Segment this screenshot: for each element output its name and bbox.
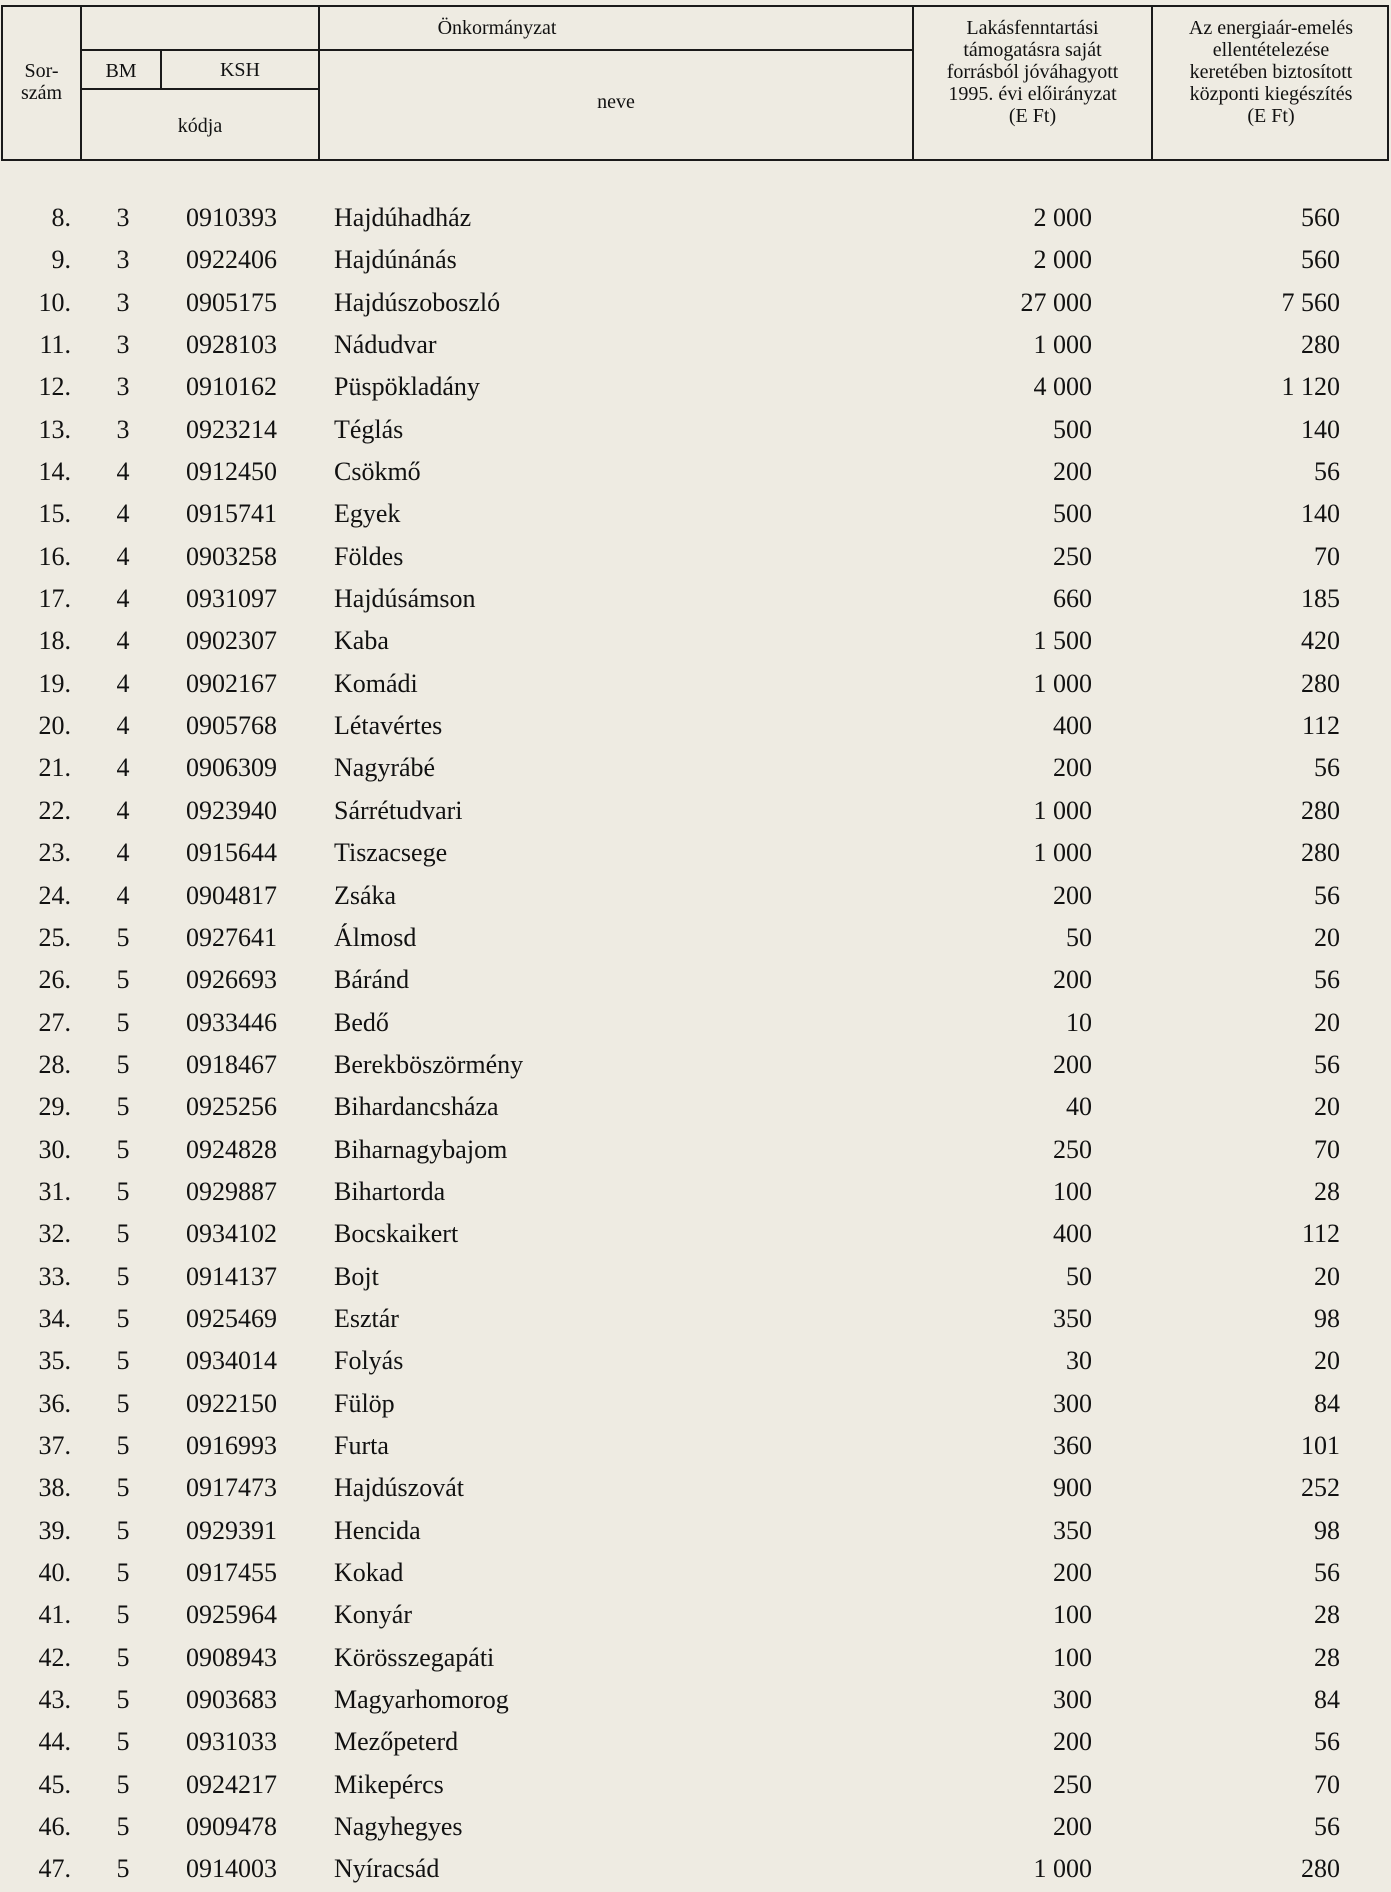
energy-compensation-amount: 185 [1301,584,1340,614]
table-row [0,705,1391,747]
ksh-code: 0915741 [186,499,277,529]
row-number: 25. [38,922,71,952]
energy-compensation-amount: 1 120 [1281,372,1340,402]
ksh-code: 0924217 [186,1769,277,1799]
row-number: 36. [38,1388,71,1418]
bm-code: 3 [116,372,130,402]
energy-compensation-amount: 112 [1301,711,1340,741]
row-number: 47. [38,1854,71,1884]
bm-code: 4 [116,880,130,910]
energy-compensation-amount: 280 [1301,838,1340,868]
energy-compensation-amount: 20 [1314,1261,1340,1291]
bm-code: 5 [116,1515,130,1545]
bm-code: 4 [116,499,130,529]
bm-code: 4 [116,753,130,783]
row-number: 31. [38,1176,71,1206]
bm-code: 4 [116,668,130,698]
housing-support-amount: 200 [1053,753,1092,783]
row-number: 14. [38,457,71,487]
energy-compensation-amount: 56 [1314,1727,1340,1757]
housing-support-amount: 100 [1053,1600,1092,1630]
municipality-name: Magyarhomorog [334,1685,509,1715]
housing-support-amount: 200 [1053,1558,1092,1587]
table-row [0,1679,1391,1721]
header-neve: neve [597,91,635,113]
municipality-name: Bocskaikert [334,1219,459,1249]
row-number: 41. [38,1600,71,1630]
energy-compensation-amount: 56 [1314,880,1340,910]
bm-code: 4 [116,626,130,656]
row-number: 40. [38,1558,71,1587]
municipality-name: Körösszegapáti [334,1642,495,1672]
energy-compensation-amount: 56 [1314,965,1340,995]
row-number: 20. [38,711,71,741]
energy-compensation-amount: 70 [1314,1769,1340,1799]
municipality-name: Egyek [334,499,401,529]
header-lakas: Lakásfenntartási támogatásra saját forrásból jóváhagyott 1995. évi előirányzat (E Ft) [946,17,1119,127]
table-row [0,620,1391,662]
table-row [0,282,1391,324]
row-number: 30. [38,1134,71,1164]
energy-compensation-amount: 98 [1314,1515,1340,1545]
municipality-name: Zsáka [334,880,397,910]
row-number: 11. [39,330,71,360]
municipality-name: Kaba [334,626,389,656]
bm-code: 4 [116,541,130,571]
housing-support-amount: 300 [1053,1388,1092,1418]
energy-compensation-amount: 20 [1314,1007,1340,1037]
ksh-code: 0905768 [186,711,277,741]
ksh-code: 0906309 [186,753,277,783]
municipality-name: Csökmő [334,457,421,487]
energy-compensation-amount: 56 [1314,1812,1340,1842]
energy-compensation-amount: 28 [1314,1176,1340,1206]
header-energia: Az energiaár-emelés ellentételezése keretében biztosított központi kiegészítés (E Ft) [1188,17,1354,127]
ksh-code: 0925469 [186,1303,277,1333]
energy-compensation-amount: 280 [1301,795,1340,825]
header-sorszam: Sor- szám [20,60,63,104]
housing-support-amount: 250 [1053,1134,1092,1164]
table-row [0,747,1391,789]
bm-code: 5 [116,1600,130,1630]
housing-support-amount: 1 000 [1033,668,1092,698]
municipality-name: Földes [334,541,404,571]
energy-compensation-amount: 20 [1314,922,1340,952]
row-number: 24. [38,880,71,910]
energy-compensation-amount: 56 [1314,753,1340,783]
table-row [0,1848,1391,1890]
table-row [0,1806,1391,1848]
row-number: 12. [38,372,71,402]
table-body [0,197,1391,1891]
housing-support-amount: 10 [1066,1007,1092,1037]
bm-code: 5 [116,1007,130,1037]
ksh-code: 0902307 [186,626,277,656]
bm-code: 5 [116,1049,130,1079]
table-row [0,663,1391,705]
bm-code: 5 [116,1176,130,1206]
bm-code: 4 [116,838,130,868]
bm-code: 5 [116,1812,130,1842]
ksh-code: 0931033 [186,1727,277,1757]
ksh-code: 0925256 [186,1092,277,1122]
table-row [0,366,1391,408]
ksh-code: 0929391 [186,1515,277,1545]
header-kodja: kódja [177,115,223,137]
table-row [0,875,1391,917]
housing-support-amount: 40 [1066,1092,1092,1122]
ksh-code: 0917473 [186,1473,277,1503]
row-number: 15. [38,499,71,529]
bm-code: 4 [116,457,130,487]
energy-compensation-amount: 252 [1301,1473,1340,1503]
housing-support-amount: 350 [1053,1515,1092,1545]
housing-support-amount: 200 [1053,880,1092,910]
table-row [0,1086,1391,1128]
housing-support-amount: 30 [1066,1346,1092,1376]
municipality-name: Hajdúhadház [334,203,472,232]
municipality-name: Mikepércs [334,1769,444,1799]
row-number: 9. [51,245,71,275]
row-number: 27. [38,1007,71,1037]
bm-code: 3 [116,245,130,275]
energy-compensation-amount: 56 [1314,457,1340,487]
row-number: 28. [38,1049,71,1079]
municipality-name: Tiszacsege [334,838,448,868]
row-number: 17. [38,584,71,614]
row-number: 45. [38,1769,71,1799]
ksh-code: 0924828 [186,1134,277,1164]
bm-code: 5 [116,1219,130,1249]
municipality-name: Sárrétudvari [334,795,463,825]
housing-support-amount: 27 000 [1020,287,1092,317]
energy-compensation-amount: 420 [1301,626,1340,656]
ksh-code: 0927641 [186,922,277,952]
municipality-name: Hajdúszovát [334,1473,464,1503]
ksh-code: 0928103 [186,330,277,360]
municipality-name: Furta [334,1430,389,1460]
housing-support-amount: 400 [1053,1219,1092,1249]
housing-support-amount: 250 [1053,1769,1092,1799]
municipality-name: Mezőpeterd [334,1727,459,1757]
table-row [0,959,1391,1001]
municipality-name: Hajdúnánás [334,245,457,275]
municipality-name: Bedő [334,1007,389,1037]
ksh-code: 0933446 [186,1007,277,1037]
energy-compensation-amount: 280 [1301,1854,1340,1884]
header-ksh: KSH [219,59,260,81]
row-number: 19. [38,668,71,698]
ksh-code: 0918467 [186,1049,277,1079]
ksh-code: 0931097 [186,584,277,614]
table-row [0,1594,1391,1636]
energy-compensation-amount: 98 [1314,1303,1340,1333]
housing-support-amount: 200 [1053,1049,1092,1079]
housing-support-amount: 50 [1066,1261,1092,1291]
ksh-code: 0902167 [186,668,277,698]
energy-compensation-amount: 70 [1314,1134,1340,1164]
bm-code: 5 [116,922,130,952]
energy-compensation-amount: 112 [1301,1219,1340,1249]
housing-support-amount: 1 500 [1033,626,1092,656]
municipality-name: Nagyrábé [334,753,436,783]
table-header [1,5,1389,161]
municipality-name: Létavértes [334,711,443,741]
housing-support-amount: 100 [1053,1176,1092,1206]
table-row [0,197,1391,239]
municipality-name: Téglás [334,414,404,444]
ksh-code: 0923214 [186,414,277,444]
housing-support-amount: 200 [1053,1727,1092,1757]
bm-code: 3 [116,414,130,444]
housing-support-amount: 50 [1066,922,1092,952]
table-row [0,1298,1391,1340]
housing-support-amount: 350 [1053,1303,1092,1333]
housing-support-amount: 400 [1053,711,1092,741]
row-number: 18. [38,626,71,656]
ksh-code: 0903258 [186,541,277,571]
energy-compensation-amount: 140 [1301,499,1340,529]
energy-compensation-amount: 56 [1314,1558,1340,1587]
housing-support-amount: 2 000 [1033,203,1092,232]
bm-code: 3 [116,287,130,317]
row-number: 39. [38,1515,71,1545]
bm-code: 5 [116,1642,130,1672]
municipality-name: Hajdúszoboszló [334,287,501,317]
municipality-name: Kokad [334,1558,404,1587]
table-row [0,536,1391,578]
housing-support-amount: 500 [1053,414,1092,444]
row-number: 23. [38,838,71,868]
ksh-code: 0929887 [186,1176,277,1206]
table-row [0,239,1391,281]
row-number: 43. [38,1685,71,1715]
table-row [0,409,1391,451]
row-number: 37. [38,1430,71,1460]
housing-support-amount: 250 [1053,541,1092,571]
municipality-name: Nádudvar [334,330,437,360]
row-number: 21. [38,753,71,783]
municipality-name: Hencida [334,1515,421,1545]
row-number: 42. [38,1642,71,1672]
ksh-code: 0916993 [186,1430,277,1460]
energy-compensation-amount: 84 [1314,1685,1340,1715]
row-number: 44. [38,1727,71,1757]
municipality-name: Konyár [334,1600,412,1630]
table-row [0,790,1391,832]
municipality-name: Esztár [334,1303,399,1333]
municipality-name: Nagyhegyes [334,1812,463,1842]
housing-support-amount: 900 [1053,1473,1092,1503]
ksh-code: 0914137 [186,1261,277,1291]
ksh-code: 0923940 [186,795,277,825]
bm-code: 5 [116,1134,130,1164]
municipality-name: Bihartorda [334,1176,446,1206]
bm-code: 5 [116,1769,130,1799]
ksh-code: 0926693 [186,965,277,995]
energy-compensation-amount: 7 560 [1281,287,1340,317]
bm-code: 5 [116,1558,130,1587]
header-onkormanyzat: Önkormányzat [437,17,557,39]
municipality-name: Berekböszörmény [334,1049,524,1079]
energy-compensation-amount: 20 [1314,1346,1340,1376]
row-number: 32. [38,1219,71,1249]
table-row [0,1340,1391,1382]
energy-compensation-amount: 70 [1314,541,1340,571]
table-row [0,1721,1391,1763]
ksh-code: 0934014 [186,1346,277,1376]
row-number: 34. [38,1303,71,1333]
housing-support-amount: 200 [1053,457,1092,487]
row-number: 16. [38,541,71,571]
energy-compensation-amount: 28 [1314,1600,1340,1630]
bm-code: 5 [116,1388,130,1418]
energy-compensation-amount: 560 [1301,203,1340,232]
table-row [0,1425,1391,1467]
municipality-name: Bojt [334,1261,379,1291]
energy-compensation-amount: 56 [1314,1049,1340,1079]
bm-code: 5 [116,1854,130,1884]
energy-compensation-amount: 28 [1314,1642,1340,1672]
bm-code: 4 [116,795,130,825]
bm-code: 5 [116,1685,130,1715]
ksh-code: 0912450 [186,457,277,487]
table-row [0,1764,1391,1806]
housing-support-amount: 360 [1053,1430,1092,1460]
bm-code: 5 [116,1303,130,1333]
table-row [0,1552,1391,1594]
row-number: 10. [38,287,71,317]
municipality-name: Bihardancsháza [334,1092,499,1122]
housing-support-amount: 100 [1053,1642,1092,1672]
table-row [0,1256,1391,1298]
bm-code: 5 [116,965,130,995]
table-row [0,1129,1391,1171]
bm-code: 5 [116,1261,130,1291]
energy-compensation-amount: 84 [1314,1388,1340,1418]
housing-support-amount: 300 [1053,1685,1092,1715]
row-number: 22. [38,795,71,825]
housing-support-amount: 500 [1053,499,1092,529]
housing-support-amount: 1 000 [1033,838,1092,868]
housing-support-amount: 200 [1053,1812,1092,1842]
energy-compensation-amount: 101 [1301,1430,1340,1460]
table-row [0,1467,1391,1509]
ksh-code: 0934102 [186,1219,277,1249]
energy-compensation-amount: 280 [1301,330,1340,360]
energy-compensation-amount: 140 [1301,414,1340,444]
ksh-code: 0910393 [186,203,277,232]
bm-code: 5 [116,1727,130,1757]
ksh-code: 0917455 [186,1558,277,1587]
row-number: 29. [38,1092,71,1122]
row-number: 13. [38,414,71,444]
municipality-name: Püspökladány [334,372,480,402]
ksh-code: 0903683 [186,1685,277,1715]
housing-support-amount: 660 [1053,584,1092,614]
table-row [0,1637,1391,1679]
bm-code: 5 [116,1346,130,1376]
energy-compensation-amount: 560 [1301,245,1340,275]
row-number: 35. [38,1346,71,1376]
table-row [0,493,1391,535]
ksh-code: 0915644 [186,838,277,868]
row-number: 38. [38,1473,71,1503]
bm-code: 5 [116,1092,130,1122]
ksh-code: 0922406 [186,245,277,275]
bm-code: 4 [116,584,130,614]
header-bm: BM [105,60,137,82]
housing-support-amount: 1 000 [1033,1854,1092,1884]
housing-support-amount: 2 000 [1033,245,1092,275]
table-row [0,1171,1391,1213]
bm-code: 5 [116,1473,130,1503]
housing-support-amount: 1 000 [1033,330,1092,360]
row-number: 26. [38,965,71,995]
ksh-code: 0925964 [186,1600,277,1630]
housing-support-amount: 200 [1053,965,1092,995]
ksh-code: 0905175 [186,287,277,317]
ksh-code: 0904817 [186,880,277,910]
municipality-name: Fülöp [334,1388,395,1418]
municipality-name: Álmosd [334,922,417,952]
bm-code: 5 [116,1430,130,1460]
table-row [0,917,1391,959]
table-row [0,1383,1391,1425]
bm-code: 4 [116,711,130,741]
table-row [0,1510,1391,1552]
municipality-name: Báránd [334,965,410,995]
table-row [0,1044,1391,1086]
row-number: 33. [38,1261,71,1291]
row-number: 8. [51,203,71,232]
housing-support-amount: 4 000 [1033,372,1092,402]
ksh-code: 0909478 [186,1812,277,1842]
bm-code: 3 [116,330,130,360]
municipality-name: Hajdúsámson [334,584,476,614]
energy-compensation-amount: 20 [1314,1092,1340,1122]
table-row [0,832,1391,874]
housing-support-amount: 1 000 [1033,795,1092,825]
row-number: 46. [38,1812,71,1842]
table-row [0,324,1391,366]
ksh-code: 0922150 [186,1388,277,1418]
energy-compensation-amount: 280 [1301,668,1340,698]
table-row [0,1213,1391,1255]
bm-code: 3 [116,203,130,232]
municipality-name: Komádi [334,668,418,698]
table-row [0,451,1391,493]
municipality-name: Folyás [334,1346,404,1376]
municipality-name: Biharnagybajom [334,1134,508,1164]
table-row [0,578,1391,620]
municipality-name: Nyíracsád [334,1854,440,1884]
table-row [0,1002,1391,1044]
ksh-code: 0908943 [186,1642,277,1672]
ksh-code: 0910162 [186,372,277,402]
ksh-code: 0914003 [186,1854,277,1884]
